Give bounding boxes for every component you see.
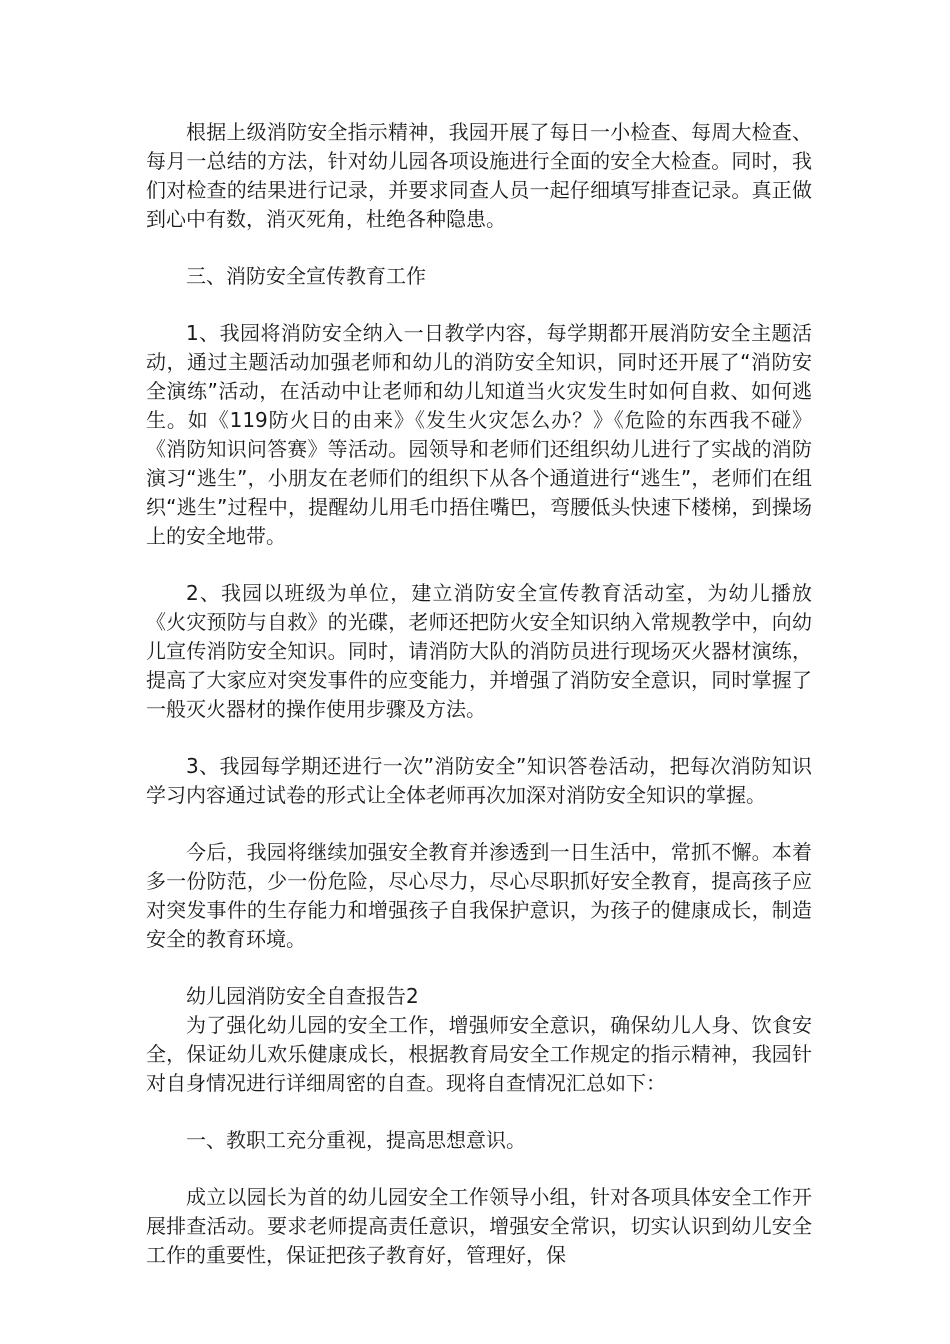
paragraph-item-2: 2、我园以班级为单位，建立消防安全宣传教育活动室，为幼儿播放《火灾预防与自救》的光碟，老师还把防火安全知识纳入常规教学中，向幼儿宣传消防安全知识。同时，请消防大队的消防员进行现场灭火器材演练，提高了大家应对突发事件的应变能力，并增强了消防安全意识，同时掌握了一般灭火器材的操作使用步骤及方法。 (146, 581, 812, 721)
section-heading-staff-awareness: 一、教职工充分重视，提高思想意识。 (186, 1128, 526, 1152)
paragraph-report-2-intro: 为了强化幼儿园的安全工作，增强师安全意识，确保幼儿人身、饮食安全，保证幼儿欢乐健康成长，根据教育局安全工作规定的指示精神，我园针对自身情况进行详细周密的自查。现将自查情况汇总如下： (146, 1013, 812, 1095)
paragraph-safety-group: 成立以园长为首的幼儿园安全工作领导小组，针对各项具体安全工作开展排查活动。要求老师提高责任意识，增强安全常识，切实认识到幼儿安全工作的重要性，保证把孩子教育好，管理好，保 (146, 1185, 812, 1267)
paragraph-inspection-method: 根据上级消防安全指示精神，我园开展了每日一小检查、每周大检查、每月一总结的方法，针对幼儿园各项设施进行全面的安全大检查。同时，我们对检查的结果进行记录，并要求同查人员一起仔细填写排查记录。真正做到心中有数，消灭死角，杜绝各种隐患。 (146, 120, 812, 231)
paragraph-item-3: 3、我园每学期还进行一次”消防安全”知识答卷活动，把每次消防知识学习内容通过试卷的形式让全体老师再次加深对消防安全知识的掌握。 (146, 754, 812, 807)
section-heading-fire-education: 三、消防安全宣传教育工作 (186, 264, 426, 288)
report-2-title: 幼儿园消防安全自查报告2 (186, 984, 419, 1008)
paragraph-item-1: 1、我园将消防安全纳入一日教学内容，每学期都开展消防安全主题活动，通过主题活动加强老师和幼儿的消防安全知识，同时还开展了“消防安全演练”活动，在活动中让老师和幼儿知道当火灾发生时如何自救、如何逃生。如《119防火日的由来》《发生火灾怎么办？》《危险的东西我不碰》《消防知识问答赛》等活动。园领导和老师们还组织幼儿进行了实战的消防演习“逃生”，小朋友在老师们的组织下从各个通道进行“逃生”，老师们在组织“逃生”过程中，提醒幼儿用毛巾捂住嘴巴，弯腰低头快速下楼梯，到操场上的安全地带。 (146, 321, 812, 548)
paragraph-future-plan: 今后，我园将继续加强安全教育并渗透到一日生活中，常抓不懈。本着多一份防范，少一份危险，尽心尽力，尽心尽职抓好安全教育，提高孩子应对突发事件的生存能力和增强孩子自我保护意识，为孩子的健康成长，制造安全的教育环境。 (146, 840, 812, 951)
document-body (146, 118, 812, 1298)
